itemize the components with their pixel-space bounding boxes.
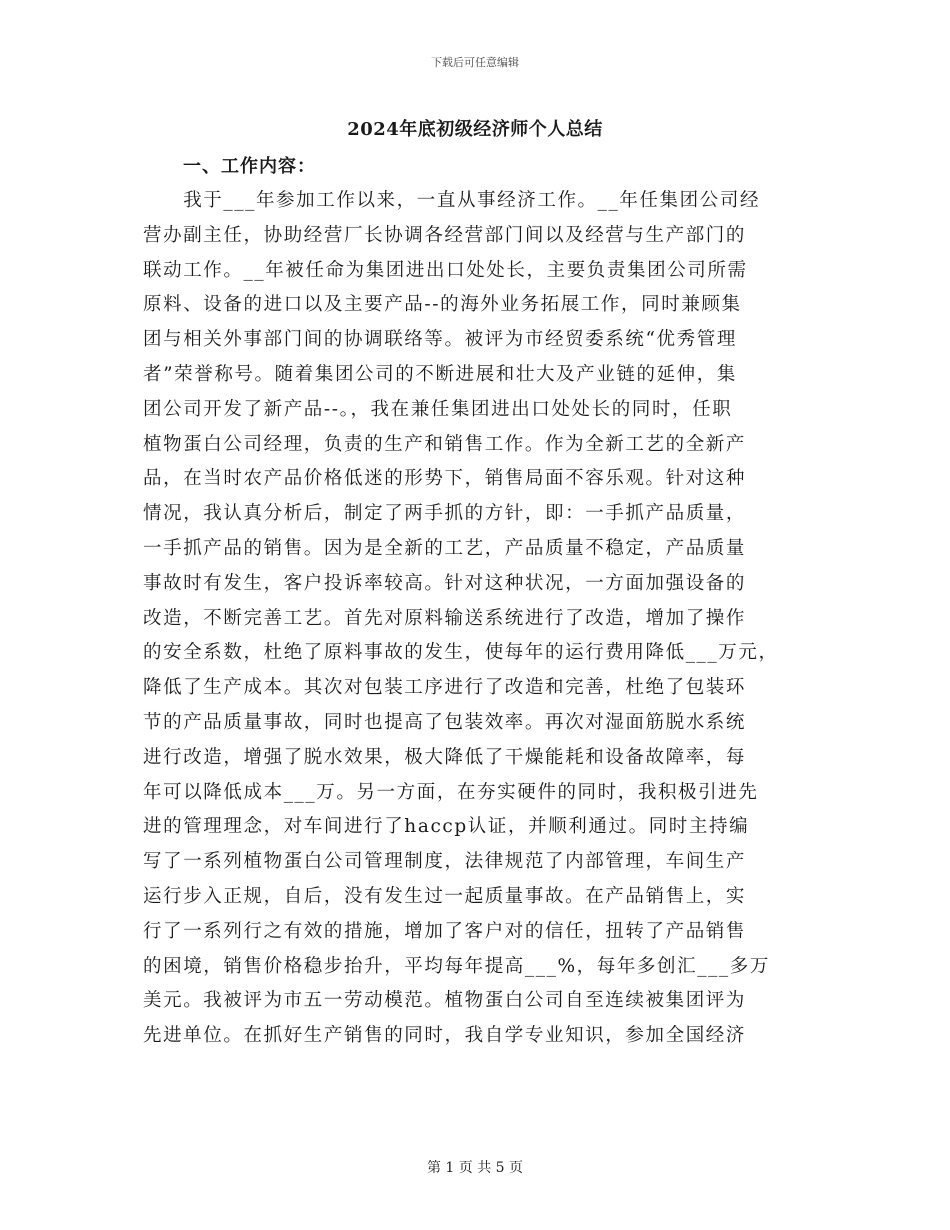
- text-line: 情况，我认真分析后，制定了两手抓的方针，即：一手抓产品质量，: [143, 503, 747, 525]
- text-line: 的困境，销售价格稳步抬升，平均每年提高___%，每年多创汇___多万: [143, 955, 770, 977]
- page-header-note: 下载后可任意编辑: [431, 56, 519, 69]
- text-line: 的安全系数，杜绝了原料事故的发生，使每年的运行费用降低___万元，: [143, 642, 779, 664]
- text-line: 进行改造，增强了脱水效果，极大降低了干燥能耗和设备故障率，每: [143, 746, 747, 768]
- text-line: 进的管理理念，对车间进行了haccp认证，并顺利通过。同时主持编: [143, 816, 750, 838]
- text-line: 先进单位。在抓好生产销售的同时，我自学专业知识，参加全国经济: [143, 1025, 747, 1047]
- text-line: 者”荣誉称号。随着集团公司的不断进展和壮大及产业链的延伸，集: [143, 363, 737, 385]
- text-line: 营办副主任，协助经营厂长协调各经营部门间以及经营与生产部门的: [143, 224, 747, 246]
- text-line: 节的产品质量事故，同时也提高了包装效率。再次对湿面筋脱水系统: [143, 711, 747, 733]
- text-line: 写了一系列植物蛋白公司管理制度，法律规范了内部管理，车间生产: [143, 851, 747, 873]
- text-line: 一手抓产品的销售。因为是全新的工艺，产品质量不稳定，产品质量: [143, 537, 747, 559]
- section-heading: 一、工作内容：: [183, 156, 316, 177]
- text-line: 植物蛋白公司经理，负责的生产和销售工作。作为全新工艺的全新产: [143, 433, 747, 455]
- text-line: 年可以降低成本___万。另一方面，在夯实硬件的同时，我积极引进先: [143, 781, 759, 803]
- text-line: 联动工作。__年被任命为集团进出口处处长，主要负责集团公司所需: [143, 259, 748, 281]
- text-line: 行了一系列行之有效的措施，增加了客户对的信任，扭转了产品销售: [143, 920, 747, 942]
- text-line: 团公司开发了新产品--。，我在兼任集团进出口处处长的同时，任职: [143, 398, 733, 420]
- text-line: 我于___年参加工作以来，一直从事经济工作。__年任集团公司经: [143, 190, 761, 211]
- text-line: 品，在当时农产品价格低迷的形势下，销售局面不容乐观。针对这种: [143, 468, 747, 490]
- text-line: 美元。我被评为市五一劳动模范。植物蛋白公司自至连续被集团评为: [143, 990, 747, 1012]
- text-line: 原料、设备的进口以及主要产品--的海外业务拓展工作，同时兼顾集: [143, 294, 742, 316]
- body-paragraph: [143, 184, 813, 1054]
- text-line: 降低了生产成本。其次对包装工序进行了改造和完善，杜绝了包装环: [143, 677, 747, 699]
- text-line: 事故时有发生，客户投诉率较高。针对这种状况，一方面加强设备的: [143, 572, 747, 594]
- text-line: 运行步入正规，自后，没有发生过一起质量事故。在产品销售上，实: [143, 885, 747, 907]
- text-line: 改造，不断完善工艺。首先对原料输送系统进行了改造，增加了操作: [143, 607, 747, 629]
- text-line: 团与相关外事部门间的协调联络等。被评为市经贸委系统“优秀管理: [143, 329, 737, 351]
- document-title: 2024年底初级经济师个人总结: [347, 119, 603, 140]
- page-number: 第 1 页 共 5 页: [426, 1160, 524, 1176]
